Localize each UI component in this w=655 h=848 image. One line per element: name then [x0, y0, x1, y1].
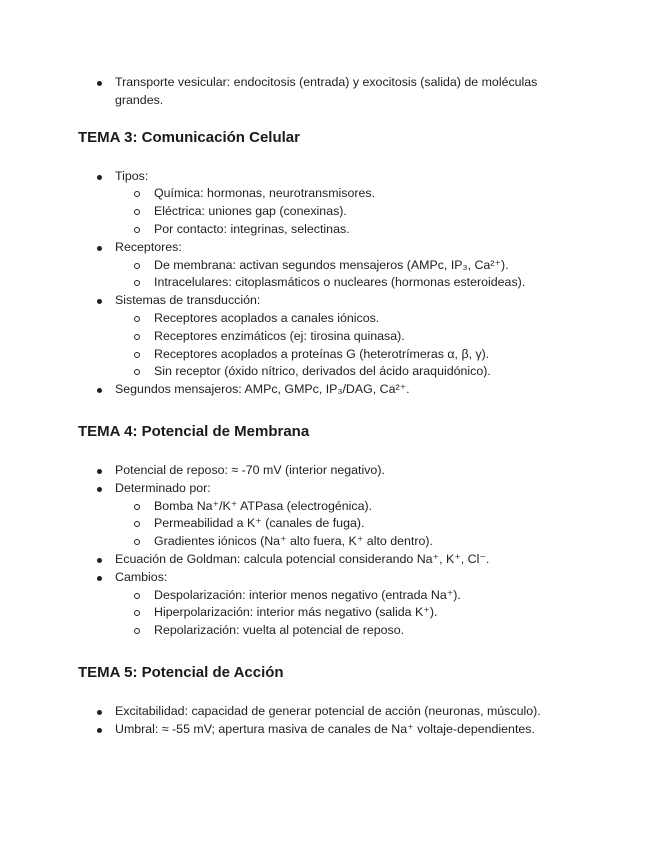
- bullet-icon: [97, 487, 102, 492]
- sublist-item: [78, 203, 578, 221]
- list-item: [78, 551, 578, 569]
- sublist-item-text: Permeabilidad a K⁺ (canales de fuga).: [154, 516, 365, 531]
- tema3-list: [78, 168, 578, 399]
- section-title: TEMA 4: Potencial de Membrana: [78, 422, 310, 440]
- hollow-bullet-icon: [134, 280, 140, 286]
- sublist-item: [78, 274, 578, 292]
- sublist-item-text: Receptores acoplados a proteínas G (heterotrímeras α, β, γ).: [154, 346, 490, 361]
- bullet-icon: [97, 728, 102, 733]
- list-item-text: Sistemas de transducción:: [115, 293, 261, 308]
- tema4-list: [78, 462, 578, 640]
- sublist-item-text: Eléctrica: uniones gap (conexinas).: [154, 204, 347, 219]
- list-item: [78, 239, 578, 292]
- sublist-item: [78, 587, 578, 605]
- list-item-text: Cambios:: [115, 569, 168, 584]
- hollow-bullet-icon: [134, 539, 140, 545]
- list-item-text: Potencial de reposo: ≈ -70 mV (interior negativo).: [115, 462, 385, 477]
- sublist-item-text: Repolarización: vuelta al potencial de reposo.: [154, 623, 405, 638]
- tema5-list: [78, 703, 578, 739]
- sublist: [115, 257, 578, 293]
- hollow-bullet-icon: [134, 263, 140, 269]
- sublist: [115, 587, 578, 640]
- section-title: TEMA 5: Potencial de Acción: [78, 663, 284, 681]
- hollow-bullet-icon: [134, 316, 140, 322]
- bullet-icon: [97, 175, 102, 180]
- sublist: [115, 185, 578, 238]
- list-item: [78, 381, 578, 399]
- list-item-text: Umbral: ≈ -55 mV; apertura masiva de canales de Na⁺ voltaje-dependientes.: [115, 721, 535, 736]
- list-item-text: Receptores:: [115, 239, 182, 254]
- list-item: [78, 462, 578, 480]
- hollow-bullet-icon: [134, 628, 140, 634]
- list-item: [78, 480, 578, 551]
- list-item: [78, 74, 578, 110]
- hollow-bullet-icon: [134, 209, 140, 215]
- list-item: [78, 569, 578, 640]
- bullet-icon: [97, 299, 102, 304]
- sublist-item: [78, 328, 578, 346]
- list-item-text: Ecuación de Goldman: calcula potencial considerando Na⁺, K⁺, Cl⁻.: [115, 551, 490, 566]
- sublist-item-text: Bomba Na⁺/K⁺ ATPasa (electrogénica).: [154, 498, 373, 513]
- sublist: [115, 498, 578, 551]
- sublist-item-text: Intracelulares: citoplasmáticos o nucleares (hormonas esteroideas).: [154, 275, 526, 290]
- sublist-item: [78, 363, 578, 381]
- sublist-item-text: Hiperpolarización: interior más negativo (salida K⁺).: [154, 605, 438, 620]
- bullet-icon: [97, 576, 102, 581]
- hollow-bullet-icon: [134, 352, 140, 358]
- section-heading-tema4: [78, 422, 578, 442]
- sublist-item: [78, 221, 578, 239]
- bullet-icon: [97, 388, 102, 393]
- bullet-icon: [97, 469, 102, 474]
- hollow-bullet-icon: [134, 593, 140, 599]
- sublist-item: [78, 185, 578, 203]
- section-heading-tema5: [78, 663, 578, 683]
- list-item: [78, 292, 578, 381]
- sublist-item-text: Química: hormonas, neurotransmisores.: [154, 186, 376, 201]
- sublist-item: [78, 346, 578, 364]
- hollow-bullet-icon: [134, 227, 140, 233]
- hollow-bullet-icon: [134, 334, 140, 340]
- sublist-item: [78, 622, 578, 640]
- list-item-text: Transporte vesicular: endocitosis (entrada) y exocitosis (salida) de moléculas grandes.: [115, 75, 538, 107]
- sublist-item-text: De membrana: activan segundos mensajeros (AMPc, IP₃, Ca²⁺).: [154, 257, 509, 272]
- list-item: [78, 168, 578, 239]
- hollow-bullet-icon: [134, 191, 140, 197]
- sublist-item: [78, 257, 578, 275]
- sublist-item: [78, 604, 578, 622]
- hollow-bullet-icon: [134, 521, 140, 527]
- sublist-item: [78, 498, 578, 516]
- list-item-text: Tipos:: [115, 168, 149, 183]
- list-item-text: Excitabilidad: capacidad de generar potencial de acción (neuronas, músculo).: [115, 703, 541, 718]
- hollow-bullet-icon: [134, 504, 140, 510]
- sublist-item: [78, 533, 578, 551]
- sublist-item: [78, 515, 578, 533]
- sublist-item-text: Receptores enzimáticos (ej: tirosina quinasa).: [154, 328, 405, 343]
- document-body: [78, 74, 578, 739]
- bullet-icon: [97, 710, 102, 715]
- sublist: [115, 310, 578, 381]
- bullet-icon: [97, 558, 102, 563]
- sublist-item: [78, 310, 578, 328]
- list-item-text: Determinado por:: [115, 480, 211, 495]
- intro-list: [78, 74, 578, 110]
- list-item: [78, 721, 578, 739]
- section-title: TEMA 3: Comunicación Celular: [78, 128, 300, 146]
- section-heading-tema3: [78, 128, 578, 148]
- sublist-item-text: Sin receptor (óxido nítrico, derivados del ácido araquidónico).: [154, 364, 491, 379]
- bullet-icon: [97, 246, 102, 251]
- list-item-text: Segundos mensajeros: AMPc, GMPc, IP₃/DAG, Ca²⁺.: [115, 382, 410, 397]
- list-item: [78, 703, 578, 721]
- sublist-item-text: Receptores acoplados a canales iónicos.: [154, 310, 380, 325]
- sublist-item-text: Gradientes iónicos (Na⁺ alto fuera, K⁺ alto dentro).: [154, 534, 433, 549]
- hollow-bullet-icon: [134, 369, 140, 375]
- hollow-bullet-icon: [134, 610, 140, 616]
- bullet-icon: [97, 81, 102, 86]
- sublist-item-text: Despolarización: interior menos negativo (entrada Na⁺).: [154, 587, 461, 602]
- sublist-item-text: Por contacto: integrinas, selectinas.: [154, 221, 350, 236]
